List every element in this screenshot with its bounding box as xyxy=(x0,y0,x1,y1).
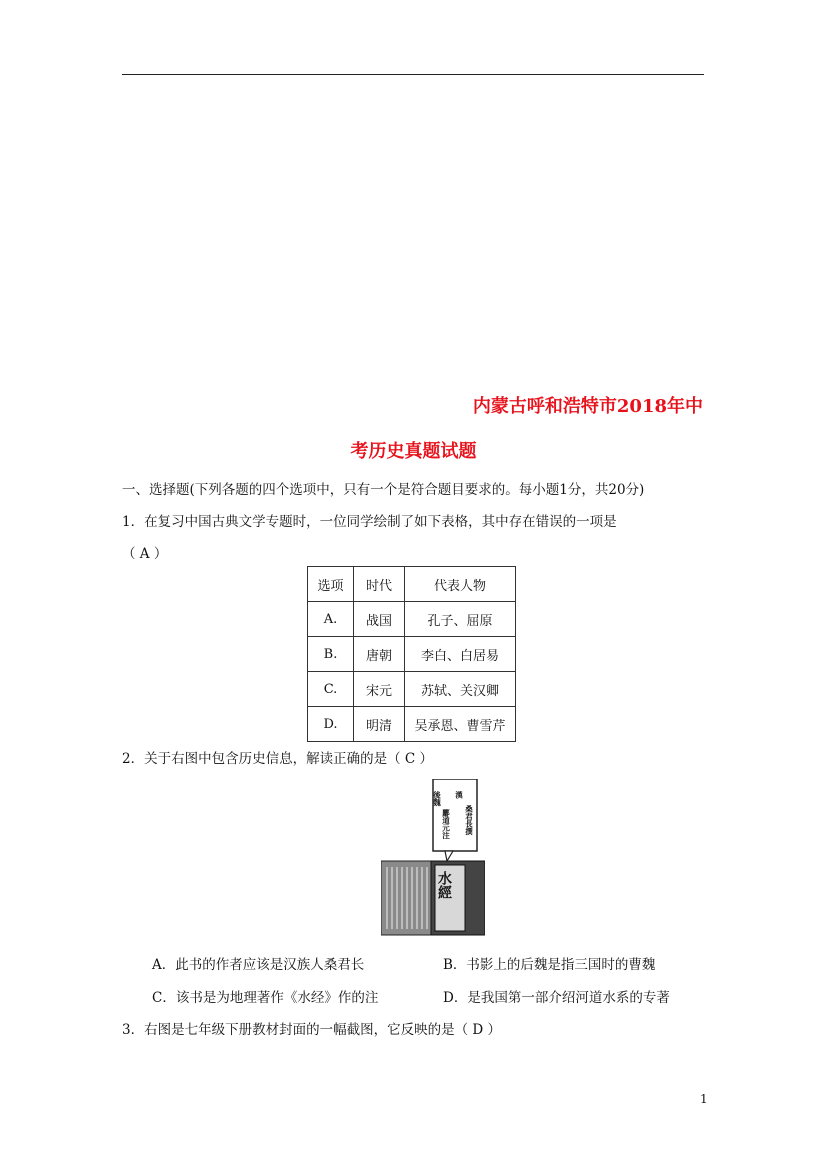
table-header-row xyxy=(308,567,516,602)
table-cell: C. xyxy=(308,672,354,707)
table-row xyxy=(308,707,516,742)
question-1-answer: （ A ） xyxy=(122,546,168,562)
question-2-option-c: C．该书是为地理著作《水经》作的注 xyxy=(152,990,379,1006)
question-2-option-a: A．此书的作者应该是汉族人桑君长 xyxy=(152,957,365,973)
callout-col-1: 後魏 xyxy=(432,791,442,806)
callout-col-3: 漢 xyxy=(454,791,464,799)
table-cell: 孔子、屈原 xyxy=(405,602,516,637)
table-cell: B. xyxy=(308,637,354,672)
table-cell: 李白、白居易 xyxy=(405,637,516,672)
exam-title-line1: 内蒙古呼和浩特市2018年中 xyxy=(472,396,703,417)
question-1-text: 1．在复习中国古典文学专题时，一位同学绘制了如下表格，其中存在错误的一项是 xyxy=(122,514,617,530)
table-row xyxy=(308,637,516,672)
table-cell: 吴承恩、曹雪芹 xyxy=(405,707,516,742)
question-2-option-b: B．书影上的后魏是指三国时的曹魏 xyxy=(443,957,656,973)
callout-col-4: 桑君長撰 xyxy=(464,805,474,835)
table-cell: 宋元 xyxy=(354,672,405,707)
book-open-page xyxy=(381,861,431,935)
table-row xyxy=(308,602,516,637)
question-2-text: 2．关于右图中包含历史信息，解读正确的是（ C ） xyxy=(122,751,434,767)
table-cell: 明清 xyxy=(354,707,405,742)
section-heading: 一、选择题(下列各题的四个选项中，只有一个是符合题目要求的。每小题1分，共20分) xyxy=(122,482,645,498)
table-cell: D. xyxy=(308,707,354,742)
exam-title-line2: 考历史真题试题 xyxy=(350,441,477,462)
callout-col-2: 酈道元注 xyxy=(441,809,451,839)
table-cell: 唐朝 xyxy=(354,637,405,672)
table-cell: 苏轼、关汉卿 xyxy=(405,672,516,707)
header-rule xyxy=(122,74,704,75)
table-header-cell: 选项 xyxy=(308,567,354,602)
table-row xyxy=(308,672,516,707)
question-3-text: 3．右图是七年级下册教材封面的一幅截图，它反映的是（ D ） xyxy=(122,1022,501,1038)
table-header-cell: 代表人物 xyxy=(405,567,516,602)
table-header-cell: 时代 xyxy=(354,567,405,602)
page-number: 1 xyxy=(700,1092,708,1106)
table-cell: A. xyxy=(308,602,354,637)
table-cell: 战国 xyxy=(354,602,405,637)
callout-pointer xyxy=(445,851,453,861)
book-cover-image xyxy=(381,779,485,937)
literature-table xyxy=(307,566,516,742)
book-title: 水經 xyxy=(436,871,452,899)
question-2-option-d: D．是我国第一部介绍河道水系的专著 xyxy=(443,990,670,1006)
